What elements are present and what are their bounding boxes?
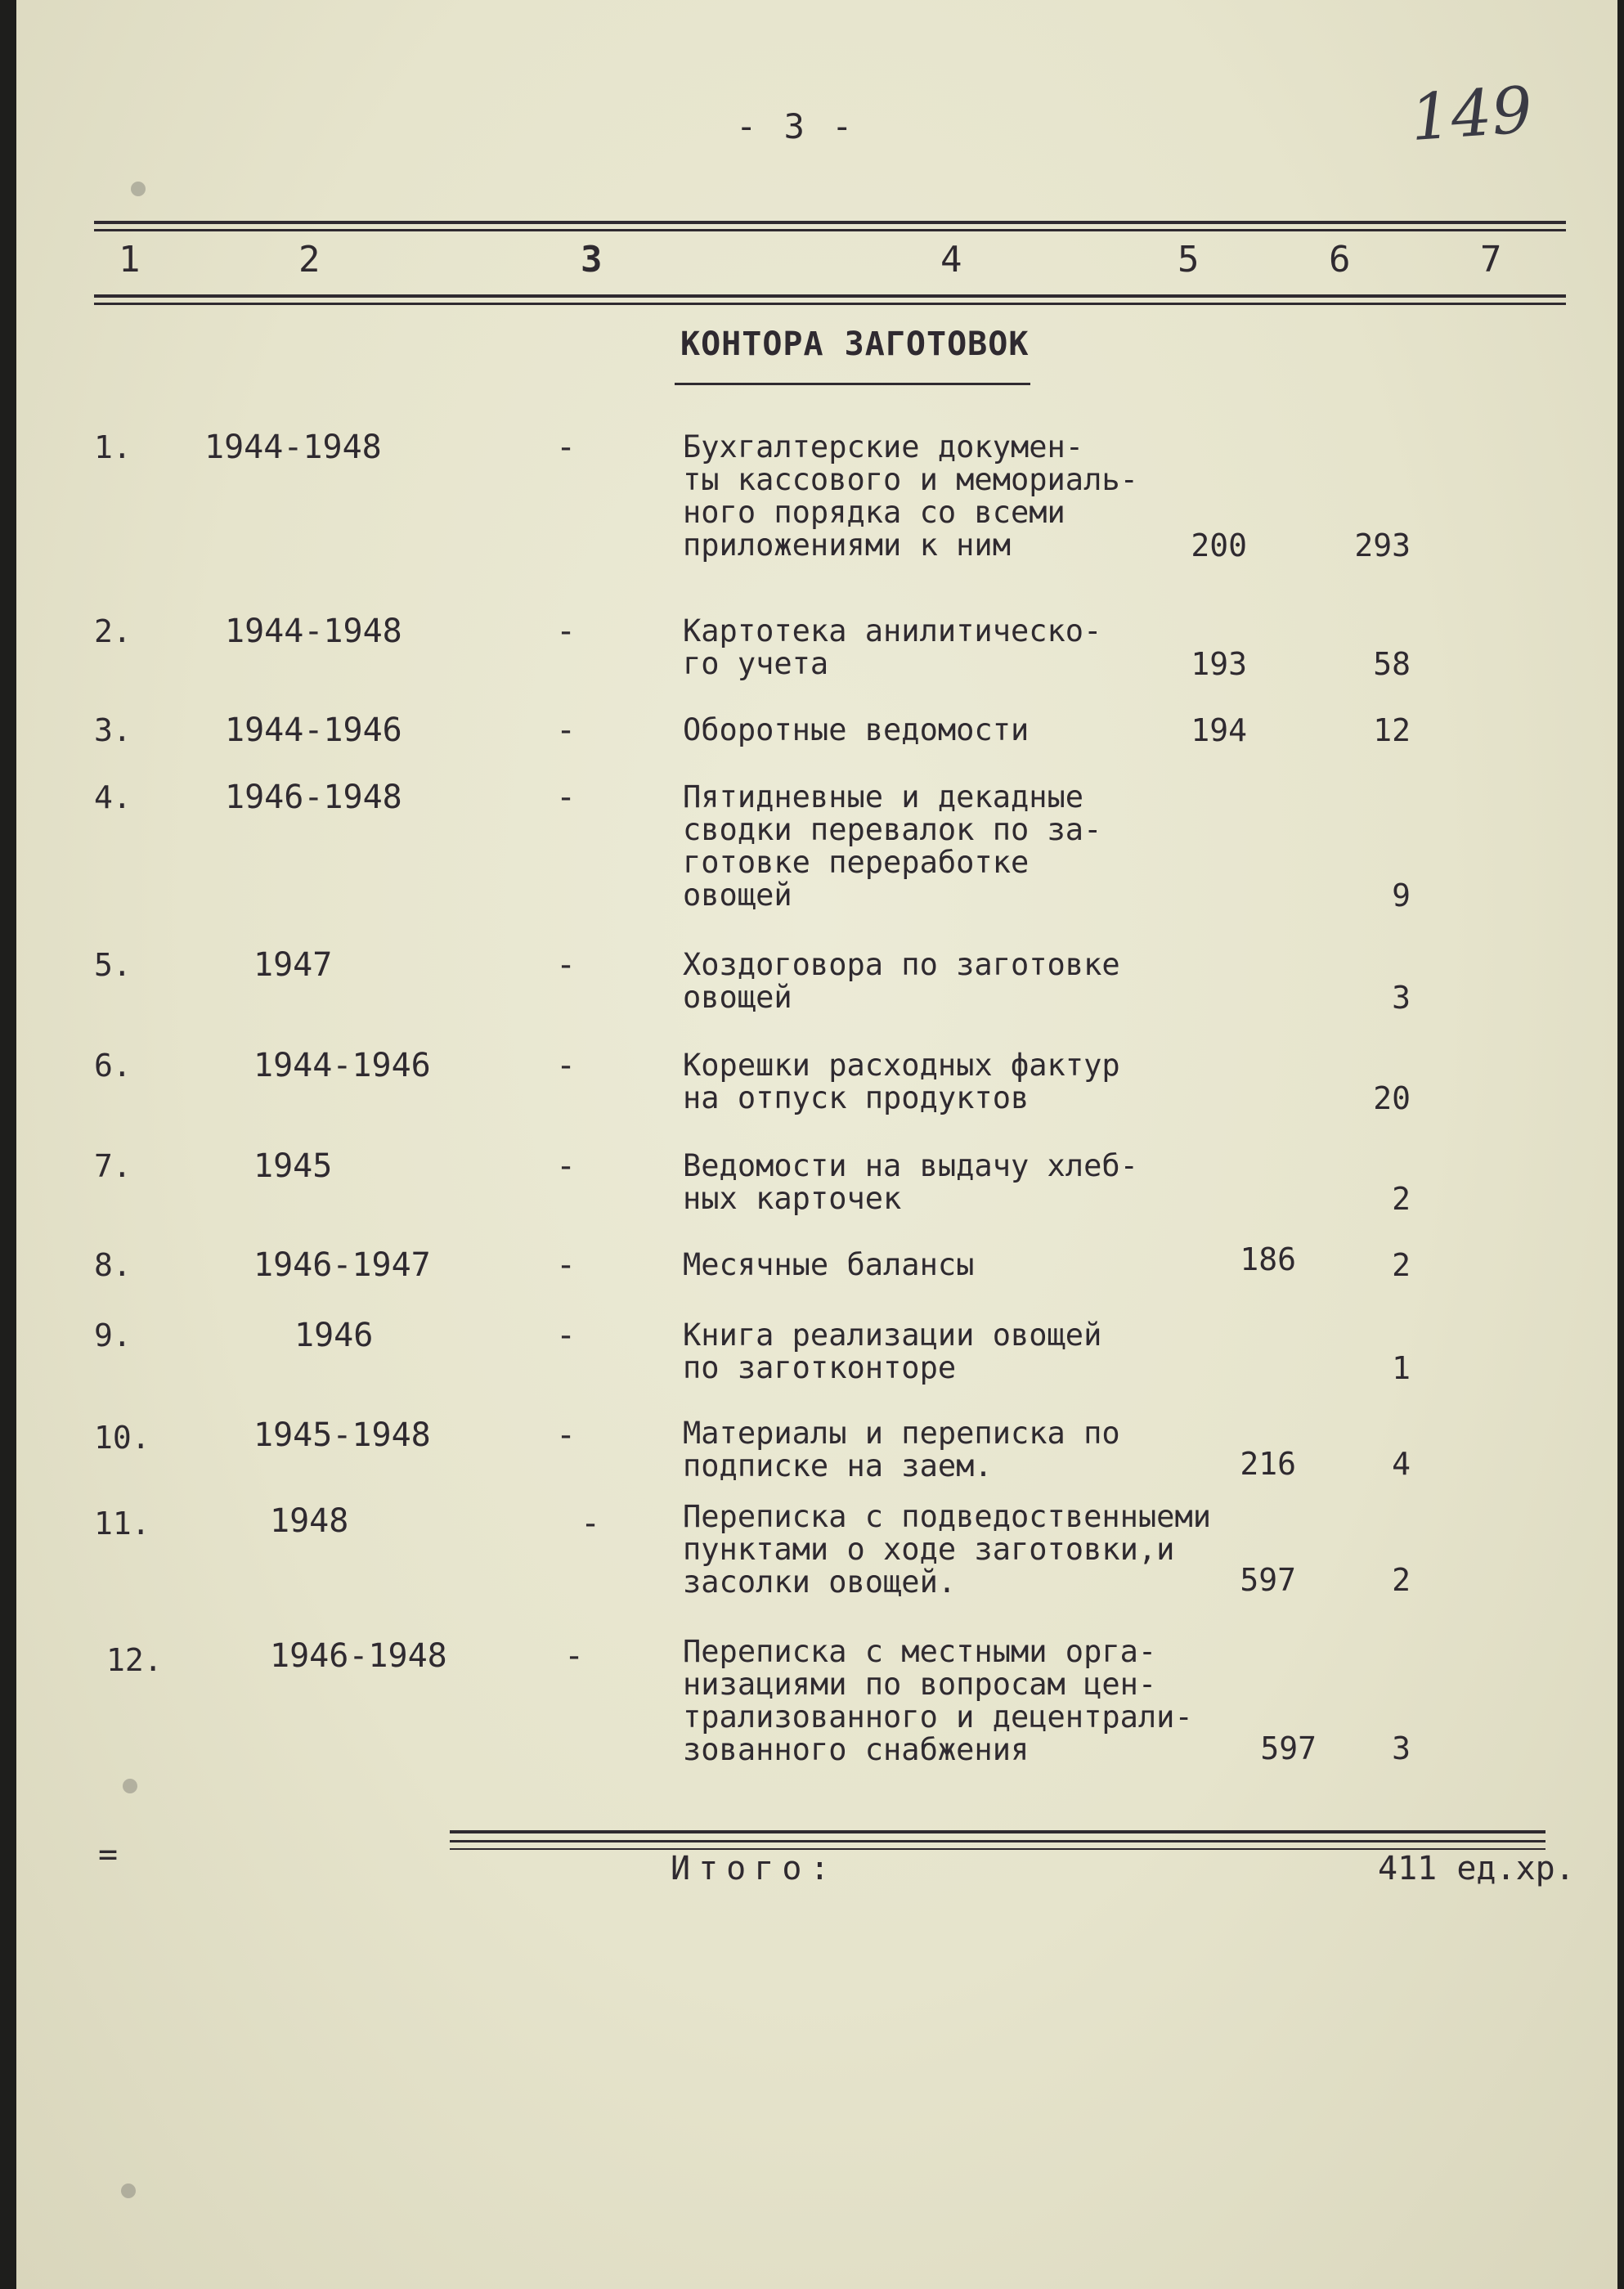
- row-number: 12.: [106, 1642, 163, 1678]
- punch-hole: [131, 182, 146, 196]
- row-description: Корешки расходных фактур на отпуск продуктов: [683, 1048, 1120, 1115]
- row-col6: 3: [1392, 980, 1411, 1016]
- row-col5: 193: [1191, 646, 1247, 682]
- punch-hole: [123, 1779, 137, 1793]
- total-label: Итого:: [671, 1850, 838, 1887]
- row-col6: 293: [1354, 527, 1411, 563]
- page-number: - 3 -: [736, 106, 856, 146]
- row-number: 8.: [94, 1247, 132, 1283]
- row-years: 1946-1948: [225, 779, 402, 816]
- row-col6: 1: [1392, 1350, 1411, 1386]
- row-col5: 597: [1240, 1562, 1296, 1598]
- row-description: Переписка с подведоственныеми пунктами о ходе заготовки,и засолки овощей.: [683, 1499, 1212, 1600]
- row-number: 9.: [94, 1317, 132, 1353]
- row-col6: 4: [1392, 1446, 1411, 1482]
- row-description: Пятидневные и декадные сводки перевалок по за- готовке переработке овощей: [683, 779, 1102, 913]
- row-years: 1944-1948: [204, 429, 382, 466]
- row-col3: -: [556, 1416, 576, 1454]
- row-description: Картотека анилитическо- го учета: [683, 613, 1102, 681]
- row-number: 2.: [94, 613, 132, 649]
- row-years: 1947: [253, 946, 333, 984]
- row-description: Месячные балансы: [683, 1247, 975, 1282]
- total-rule: [450, 1830, 1545, 1833]
- row-col5: 186: [1240, 1241, 1296, 1277]
- row-number: 7.: [94, 1148, 132, 1184]
- column-number: 5: [1178, 239, 1200, 281]
- archive-number: 149: [1408, 73, 1535, 156]
- row-col6: 20: [1373, 1080, 1411, 1116]
- row-description: Ведомости на выдачу хлеб- ных карточек: [683, 1148, 1138, 1216]
- row-col6: 2: [1392, 1247, 1411, 1283]
- row-description: Переписка с местными орга- низациями по вопросам цен- трализованного и децентрали- зованного снабжения: [683, 1634, 1193, 1767]
- row-col6: 2: [1392, 1181, 1411, 1217]
- row-col3: -: [556, 711, 576, 749]
- header-rule-top: [94, 229, 1566, 231]
- row-number: 4.: [94, 779, 132, 815]
- row-col6: 2: [1392, 1562, 1411, 1598]
- column-number: 6: [1329, 239, 1351, 281]
- row-col3: -: [581, 1505, 601, 1542]
- row-col3: -: [556, 1317, 576, 1354]
- row-years: 1944-1946: [253, 1047, 431, 1084]
- row-col3: -: [556, 1147, 576, 1185]
- row-col6: 9: [1392, 877, 1411, 913]
- row-years: 1944-1946: [225, 711, 402, 749]
- header-rule-top: [94, 221, 1566, 224]
- row-years: 1945: [253, 1147, 333, 1185]
- row-number: 1.: [94, 429, 132, 465]
- row-col3: -: [564, 1637, 585, 1675]
- row-col3: -: [556, 1246, 576, 1284]
- punch-hole: [121, 2184, 136, 2198]
- row-col6: 58: [1373, 646, 1411, 682]
- row-number: 6.: [94, 1048, 132, 1084]
- column-number: 4: [940, 239, 962, 281]
- row-number: 10.: [94, 1420, 150, 1456]
- row-col5: 597: [1260, 1730, 1317, 1766]
- row-years: 1948: [270, 1502, 349, 1540]
- row-col3: -: [556, 613, 576, 650]
- row-years: 1946: [294, 1317, 374, 1354]
- row-number: 11.: [94, 1506, 150, 1542]
- row-col3: -: [556, 779, 576, 816]
- row-col5: 194: [1191, 712, 1247, 748]
- row-years: 1946-1947: [253, 1246, 431, 1284]
- row-col6: 12: [1373, 712, 1411, 748]
- column-number: 3: [581, 239, 603, 281]
- row-col3: -: [556, 429, 576, 466]
- row-description: Книга реализации овощей по заготконторе: [683, 1317, 1102, 1385]
- column-number: 7: [1480, 239, 1502, 281]
- row-col3: -: [556, 1047, 576, 1084]
- row-years: 1946-1948: [270, 1637, 447, 1675]
- row-description: Материалы и переписка по подписке на заем.: [683, 1416, 1120, 1483]
- row-col3: -: [556, 946, 576, 984]
- row-number: 5.: [94, 947, 132, 983]
- row-col5: 200: [1191, 527, 1247, 563]
- total-value: 411 ед.хр.: [1378, 1850, 1575, 1887]
- section-title-underline: [675, 383, 1030, 385]
- row-years: 1945-1948: [253, 1416, 431, 1454]
- row-col6: 3: [1392, 1730, 1411, 1766]
- header-rule-bottom: [94, 294, 1566, 298]
- row-description: Оборотные ведомости: [683, 712, 1030, 747]
- column-number: 1: [119, 239, 141, 281]
- column-number: 2: [298, 239, 321, 281]
- row-description: Бухгалтерские докумен- ты кассового и мемориаль- ного порядка со всеми приложениями к ним: [683, 429, 1138, 563]
- total-marker: =: [98, 1836, 119, 1874]
- row-number: 3.: [94, 712, 132, 748]
- row-col5: 216: [1240, 1446, 1296, 1482]
- document-page: [16, 0, 1617, 2289]
- row-description: Хоздоговора по заготовке овощей: [683, 947, 1120, 1015]
- row-years: 1944-1948: [225, 613, 402, 650]
- section-title: КОНТОРА ЗАГОТОВОК: [680, 325, 1030, 363]
- header-rule-bottom: [94, 303, 1566, 305]
- total-rule: [450, 1840, 1545, 1842]
